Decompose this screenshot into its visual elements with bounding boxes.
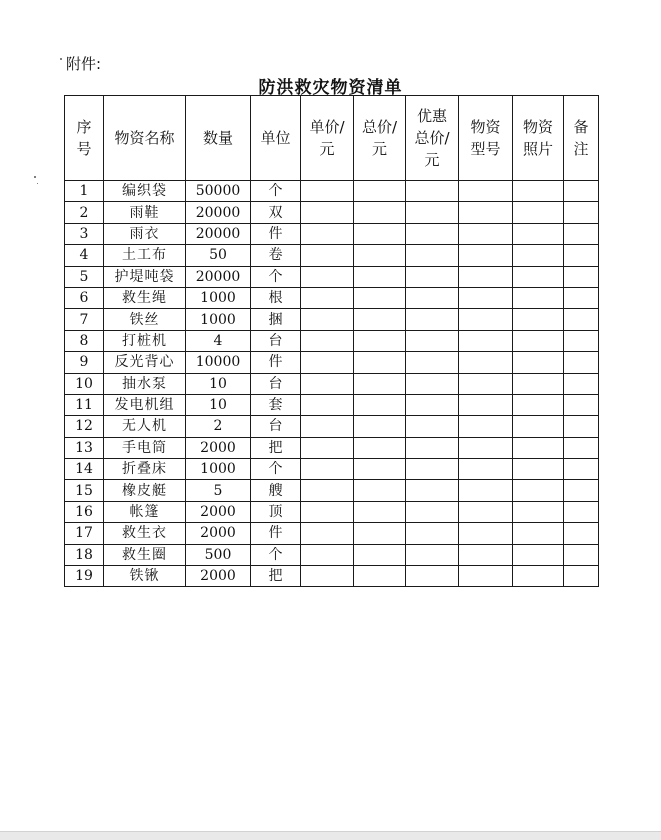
header-name [104,96,186,181]
quantity-cell: 2 [186,416,251,437]
remark-cell [564,501,599,522]
unit-cell: 个 [251,266,301,287]
unit-cell: 台 [251,416,301,437]
table-row [65,223,599,244]
total-price-cell [354,544,406,565]
table-row [65,352,599,373]
photo-cell [513,202,564,223]
quantity-cell: 10 [186,394,251,415]
unit-price-cell [301,566,354,587]
unit-cell: 把 [251,437,301,458]
total-price-cell [354,501,406,522]
seq-cell: 3 [65,223,104,244]
table-row [65,523,599,544]
seq-cell: 6 [65,287,104,308]
unit-cell: 把 [251,566,301,587]
quantity-cell: 20000 [186,202,251,223]
remark-cell [564,181,599,202]
total-price-cell [354,223,406,244]
remark-cell [564,394,599,415]
quantity-cell: 1000 [186,459,251,480]
name-cell: 护堤吨袋 [104,266,186,287]
seq-cell: 4 [65,245,104,266]
quantity-cell: 2000 [186,437,251,458]
seq-cell: 18 [65,544,104,565]
attachment-label: 附件: [66,55,102,73]
unit-price-cell [301,181,354,202]
total-price-cell [354,202,406,223]
seq-cell: 7 [65,309,104,330]
discount-total-cell [406,309,459,330]
name-cell: 抽水泵 [104,373,186,394]
model-cell [459,309,513,330]
unit-price-cell [301,459,354,480]
discount-total-cell [406,373,459,394]
unit-price-cell [301,480,354,501]
quantity-cell: 20000 [186,223,251,244]
photo-cell [513,330,564,351]
remark-cell [564,266,599,287]
table-row [65,287,599,308]
name-cell: 编织袋 [104,181,186,202]
discount-total-cell [406,544,459,565]
total-price-cell [354,245,406,266]
discount-total-cell [406,416,459,437]
photo-cell [513,181,564,202]
remark-cell [564,245,599,266]
page-edge-strip [0,831,661,840]
photo-cell [513,266,564,287]
remark-cell [564,566,599,587]
name-cell: 铁锹 [104,566,186,587]
table-row [65,309,599,330]
total-price-cell [354,373,406,394]
model-cell [459,544,513,565]
remark-cell [564,544,599,565]
seq-cell: 15 [65,480,104,501]
unit-price-cell [301,394,354,415]
total-price-cell [354,523,406,544]
seq-cell: 1 [65,181,104,202]
name-cell: 手电筒 [104,437,186,458]
total-price-cell [354,330,406,351]
total-price-cell [354,181,406,202]
unit-price-cell [301,501,354,522]
unit-cell: 台 [251,373,301,394]
seq-cell: 19 [65,566,104,587]
total-price-cell [354,416,406,437]
total-price-cell [354,480,406,501]
name-cell: 发电机组 [104,394,186,415]
table-row [65,416,599,437]
remark-cell [564,309,599,330]
unit-price-cell [301,309,354,330]
photo-cell [513,544,564,565]
unit-price-cell [301,544,354,565]
unit-price-cell [301,266,354,287]
photo-cell [513,394,564,415]
model-cell [459,266,513,287]
remark-cell [564,480,599,501]
model-cell [459,202,513,223]
total-price-cell [354,459,406,480]
document-title: 防洪救灾物资清单 [258,78,403,98]
table-row [65,544,599,565]
discount-total-cell [406,181,459,202]
table-row [65,245,599,266]
name-cell: 无人机 [104,416,186,437]
unit-price-cell [301,373,354,394]
total-price-cell [354,287,406,308]
header-unit [251,96,301,181]
model-cell [459,459,513,480]
table-row [65,566,599,587]
photo-cell [513,352,564,373]
model-cell [459,352,513,373]
discount-total-cell [406,459,459,480]
model-cell [459,330,513,351]
model-cell [459,416,513,437]
scan-speck [37,183,38,184]
header-quantity [186,96,251,181]
unit-price-cell [301,352,354,373]
discount-total-cell [406,566,459,587]
photo-cell [513,437,564,458]
seq-cell: 16 [65,501,104,522]
remark-cell [564,202,599,223]
header-discount-total [406,96,459,181]
discount-total-cell [406,223,459,244]
total-price-cell [354,266,406,287]
header-model [459,96,513,181]
seq-cell: 10 [65,373,104,394]
total-price-cell [354,309,406,330]
quantity-cell: 1000 [186,287,251,308]
quantity-cell: 20000 [186,266,251,287]
unit-price-cell [301,416,354,437]
total-price-cell [354,352,406,373]
model-cell [459,566,513,587]
table-row [65,373,599,394]
discount-total-cell [406,394,459,415]
model-cell [459,181,513,202]
unit-cell: 台 [251,330,301,351]
seq-cell: 17 [65,523,104,544]
name-cell: 救生衣 [104,523,186,544]
total-price-cell [354,437,406,458]
seq-cell: 2 [65,202,104,223]
photo-cell [513,309,564,330]
header-remark [564,96,599,181]
discount-total-cell [406,287,459,308]
discount-total-cell [406,480,459,501]
name-cell: 折叠床 [104,459,186,480]
seq-cell: 13 [65,437,104,458]
seq-cell: 11 [65,394,104,415]
scan-speck [60,58,62,60]
unit-price-cell [301,523,354,544]
total-price-cell [354,394,406,415]
header-label: 物资 型号 [470,118,501,158]
photo-cell [513,287,564,308]
unit-price-cell [301,223,354,244]
model-cell [459,223,513,244]
discount-total-cell [406,352,459,373]
table-row [65,181,599,202]
model-cell [459,287,513,308]
model-cell [459,523,513,544]
discount-total-cell [406,202,459,223]
model-cell [459,394,513,415]
model-cell [459,437,513,458]
photo-cell [513,501,564,522]
quantity-cell: 10000 [186,352,251,373]
table-row [65,501,599,522]
remark-cell [564,373,599,394]
name-cell: 土工布 [104,245,186,266]
photo-cell [513,373,564,394]
remark-cell [564,223,599,244]
photo-cell [513,523,564,544]
header-label: 备 注 [573,118,589,158]
discount-total-cell [406,437,459,458]
header-label: 数量 [202,129,233,147]
quantity-cell: 10 [186,373,251,394]
header-label: 物资名称 [114,129,175,147]
model-cell [459,501,513,522]
quantity-cell: 50000 [186,181,251,202]
remark-cell [564,523,599,544]
seq-cell: 5 [65,266,104,287]
unit-price-cell [301,287,354,308]
header-seq [65,96,104,181]
name-cell: 打桩机 [104,330,186,351]
unit-cell: 捆 [251,309,301,330]
discount-total-cell [406,330,459,351]
name-cell: 救生绳 [104,287,186,308]
photo-cell [513,459,564,480]
name-cell: 橡皮艇 [104,480,186,501]
name-cell: 铁丝 [104,309,186,330]
materials-table [64,95,599,587]
photo-cell [513,416,564,437]
quantity-cell: 1000 [186,309,251,330]
scan-speck [34,176,36,178]
remark-cell [564,416,599,437]
unit-price-cell [301,437,354,458]
name-cell: 雨鞋 [104,202,186,223]
remark-cell [564,459,599,480]
table-row [65,480,599,501]
unit-cell: 顶 [251,501,301,522]
discount-total-cell [406,501,459,522]
photo-cell [513,566,564,587]
quantity-cell: 500 [186,544,251,565]
unit-cell: 套 [251,394,301,415]
table-row [65,202,599,223]
discount-total-cell [406,245,459,266]
table-row [65,437,599,458]
unit-cell: 根 [251,287,301,308]
unit-cell: 个 [251,544,301,565]
unit-cell: 双 [251,202,301,223]
name-cell: 雨衣 [104,223,186,244]
table-row [65,459,599,480]
discount-total-cell [406,266,459,287]
quantity-cell: 50 [186,245,251,266]
seq-cell: 8 [65,330,104,351]
unit-price-cell [301,202,354,223]
name-cell: 救生圈 [104,544,186,565]
discount-total-cell [406,523,459,544]
name-cell: 帐篷 [104,501,186,522]
remark-cell [564,352,599,373]
remark-cell [564,330,599,351]
photo-cell [513,480,564,501]
seq-cell: 14 [65,459,104,480]
table-row [65,330,599,351]
unit-cell: 件 [251,523,301,544]
quantity-cell: 4 [186,330,251,351]
table-row [65,266,599,287]
model-cell [459,373,513,394]
header-label: 序 号 [76,118,92,158]
unit-cell: 个 [251,459,301,480]
header-total-price [354,96,406,181]
quantity-cell: 2000 [186,501,251,522]
table-row [65,394,599,415]
header-label: 单位 [260,129,291,147]
header-label: 优惠 总价/ 元 [414,107,450,169]
unit-cell: 艘 [251,480,301,501]
remark-cell [564,287,599,308]
photo-cell [513,245,564,266]
table-header-row [65,96,599,181]
photo-cell [513,223,564,244]
unit-price-cell [301,330,354,351]
quantity-cell: 2000 [186,566,251,587]
unit-cell: 件 [251,352,301,373]
unit-cell: 卷 [251,245,301,266]
name-cell: 反光背心 [104,352,186,373]
unit-cell: 件 [251,223,301,244]
header-label: 物资 照片 [522,118,553,158]
model-cell [459,245,513,266]
remark-cell [564,437,599,458]
model-cell [459,480,513,501]
quantity-cell: 2000 [186,523,251,544]
header-label: 总价/ 元 [361,118,398,158]
unit-price-cell [301,245,354,266]
unit-cell: 个 [251,181,301,202]
seq-cell: 9 [65,352,104,373]
header-label: 单价/ 元 [309,118,345,158]
total-price-cell [354,566,406,587]
quantity-cell: 5 [186,480,251,501]
seq-cell: 12 [65,416,104,437]
header-photo [513,96,564,181]
header-unit-price [301,96,354,181]
